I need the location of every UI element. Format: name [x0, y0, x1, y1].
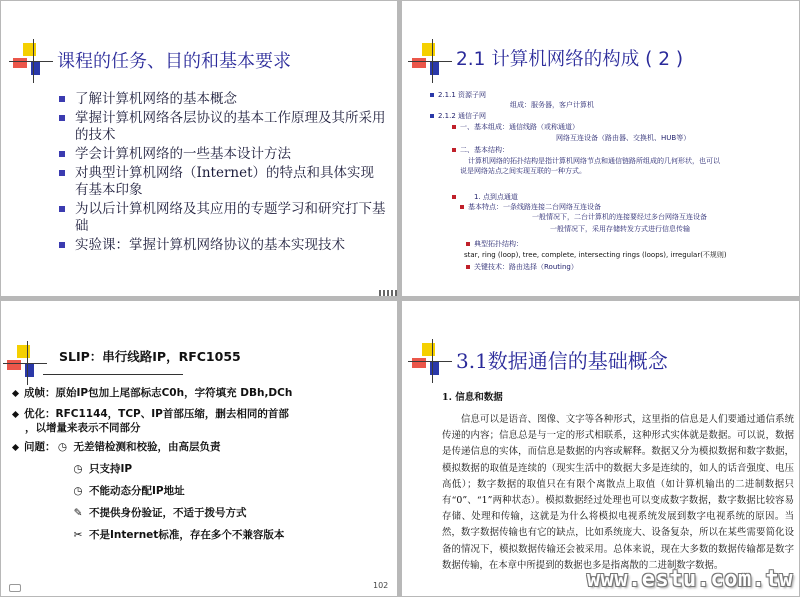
text-line: 一般情况下，采用存储转发方式进行信息传输 — [550, 225, 690, 233]
list-item: 成帧：原始IP包加上尾部标志C0h，字符填充 DBh,DCh — [13, 385, 292, 400]
page-number: 102 — [373, 581, 389, 590]
bullet-icon — [430, 114, 434, 118]
list-item: 为以后计算机网络及其应用的专题学习和研究打下基础 — [57, 201, 387, 235]
text-line: 网络互连设备（路由器、交换机、HUB等） — [556, 134, 691, 142]
list-item: ，以增量来表示不同部分 — [25, 422, 141, 434]
text-line: 关键技术：路由选择（Routing） — [466, 263, 578, 272]
clock-icon: ◷ — [73, 463, 83, 475]
list-item: 了解计算机网络的基本概念 — [57, 91, 387, 108]
text-line: 2.1.2 通信子网 — [430, 112, 486, 121]
bullet-list — [57, 91, 387, 256]
slide-logo — [9, 39, 55, 85]
slide-logo — [408, 339, 454, 385]
bullet-icon — [430, 93, 434, 97]
text-line: 基本特点：一条线路连接二台网络互连设备 — [460, 203, 601, 212]
text-line: 2.1.1 资源子网 — [430, 91, 486, 100]
bullet-icon — [12, 443, 19, 450]
slide-2 — [402, 1, 799, 296]
body-paragraph: 信息可以是语音、图像、文字等各种形式，这里指的信息是人们要通过通信系统传递的内容；信息总是与一定的形式相联系，这种形式实体就是数据。可以说，数据是传递信息的实体，而信息是数据的内容或解释。数据又分为模拟数据和数字数据，模拟数据的取值是连续的（现实生活中的数据大多是连续的，如人的话音强度、电压高低）；数字数据的取值只在有限个离散点上取值（如计算机输出的二进制数据只有“0”、“1”两种状态）。模拟数据经过处理也可以变成数字数据，数字数据比较容易存储、处理和传输，这就是为什么将模拟电视系统发展到数字电视系统的原因。当然，数字数据传输也有它的缺点，比如系统庞大、设备复杂，所以在某些需要简化设备的情况下，模拟数据传输还会被采用。总体来说，现在大多数的数据传输都是数字数据传输，在本章中所提到的数据也多是指离散的二进制数字数据。 — [442, 414, 794, 571]
bullet-icon — [452, 195, 456, 199]
text-line: 说是网络站点之间实现互联的一种方式。 — [460, 167, 586, 175]
slide-4 — [402, 301, 799, 596]
list-item: 对典型计算机网络（Internet）的特点和具体实现有基本印象 — [57, 165, 387, 199]
corner-mark — [379, 290, 397, 296]
text-line: 组成：服务器，客户计算机 — [510, 101, 594, 109]
bullet-icon — [12, 410, 19, 417]
text-line: 二、基本结构： — [452, 146, 509, 155]
clock-icon: ◷ — [57, 441, 68, 453]
text-line: 计算机网络的拓扑结构是指计算机网络节点和通信链路所组成的几何形状，也可以 — [468, 157, 720, 165]
list-item: 问题： ◷ 无差错检测和校验，由高层负责 — [13, 439, 221, 454]
list-item: 实验课：掌握计算机网络协议的基本实现技术 — [57, 237, 387, 254]
list-item: ◷ 不能动态分配IP地址 — [71, 483, 185, 498]
slide-title: 课程的任务、目的和基本要求 — [57, 51, 291, 72]
list-item: 掌握计算机网络各层协议的基本工作原理及其所采用的技术 — [57, 110, 387, 144]
bullet-icon — [452, 148, 456, 152]
slide-3 — [1, 301, 397, 596]
slide-title: 2.1 计算机网络的构成 ( 2 ) — [456, 49, 684, 70]
text-line: star, ring (loop), tree, complete, intersecting rings (loops), irregular(不规则) — [464, 251, 727, 259]
section-heading: 1. 信息和数据 — [442, 392, 503, 403]
list-item: 学会计算机网络的一些基本设计方法 — [57, 146, 387, 163]
slide-1 — [1, 1, 397, 296]
bullet-icon — [460, 205, 464, 209]
text-line: 一般情况下，二台计算机的连接要经过多台网络互连设备 — [532, 213, 707, 221]
bullet-icon — [452, 125, 456, 129]
text-line: 1. 点到点通道 — [452, 193, 518, 202]
list-item: 优化：RFC1144，TCP、IP首部压缩，删去相同的首部 — [13, 406, 289, 421]
bullet-icon — [466, 265, 470, 269]
list-item: ✎ 不提供身份验证，不适于拨号方式 — [71, 505, 247, 520]
scissors-icon: ✂ — [73, 529, 83, 541]
slide-logo — [408, 39, 454, 85]
watermark: www.estu.com.tw — [586, 567, 793, 592]
bullet-icon — [12, 389, 19, 396]
title-underline — [43, 374, 183, 375]
slide-title: 3.1数据通信的基础概念 — [456, 349, 668, 373]
list-item: ◷ 只支持IP — [71, 461, 132, 476]
list-item: ✂ 不是Internet标准，存在多个不兼容版本 — [71, 527, 284, 542]
bullet-icon — [466, 242, 470, 246]
pencil-icon: ✎ — [73, 507, 83, 519]
slide-corner-icon — [9, 584, 21, 592]
text-line: 一、基本组成：通信线路（或称通道） — [452, 123, 579, 132]
slide-logo — [3, 341, 49, 387]
clock-icon: ◷ — [73, 485, 83, 497]
text-line: 典型拓扑结构： — [466, 240, 523, 249]
slide-title: SLIP：串行线路IP，RFC1055 — [59, 349, 241, 364]
